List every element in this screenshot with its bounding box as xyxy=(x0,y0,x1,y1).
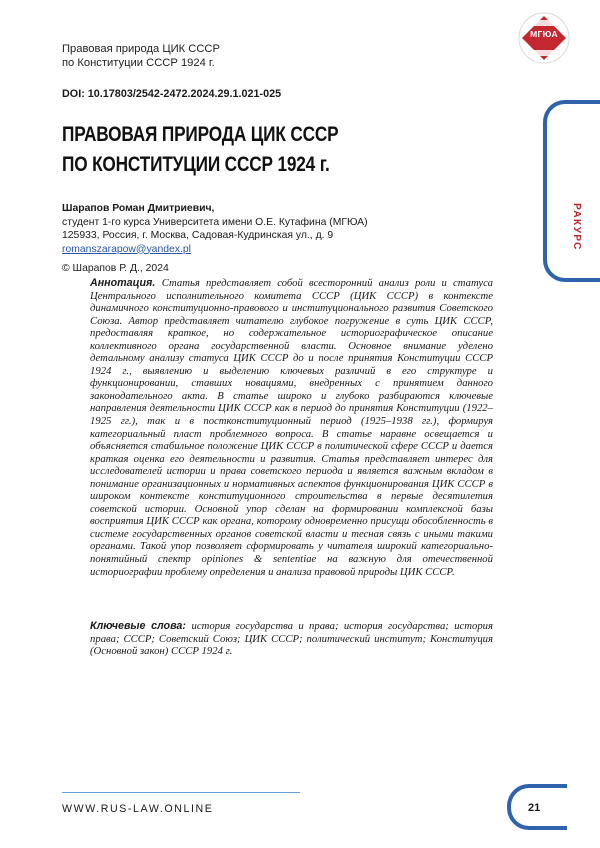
doi: DOI: 10.17803/2542-2472.2024.29.1.021-025 xyxy=(62,88,281,100)
author-block xyxy=(62,202,368,256)
copyright: © Шарапов Р. Д., 2024 xyxy=(62,263,169,274)
keywords-label: Ключевые слова: xyxy=(90,620,192,632)
abstract-text: Статья представляет собой всесторонний анализ роли и статуса Центрального исполнительного комитета СССР (ЦИК СССР) в контексте динамичного конституционно-правового и институционального развития Советского Союза. Автор представляет читателю глубокое погружение в суть ЦИК СССР, предоставляя краткое, но содержательное историографическое описание коллективного органа государственной власти. Основное внимание уделено детальному анализу статуса ЦИК СССР до и после принятия Конституции СССР 1924 г., выявлению и выделению ключевых различий в его структуре и функционировании, ставших новациями, внедренных с принятием данного законодательного акта. В статье широко и глубоко разбираются ключевые направления деятельности ЦИК СССР как в период до принятия Конституции (1922–1925 гг.), так и в постконституционный период (1925–1938 гг.), формируя категориальный пласт проблемного вопроса. В статье наравне освещается и объясняется стабильное положение ЦИК СССР в политической сфере СССР и дается краткая оценка его деятельности и развития. Статья представляет интерес для исследователей истории и права советского периода и является важным вкладом в понимание организационных и нормативных аспектов функционирования ЦИК СССР в широком контексте конституционного строительства в первые десятилетия советской истории. Основной упор сделан на формировании комплексной базы восприятия ЦИК СССР как органа, которому одновременно присущи обособленность в системе государственных органов советской власти и тесная связь с иными такими органами. Такой упор позволяет сформировать у читателя широкий категориально-понятийный спектр opiniones & sententiae на важную для отечественной историографии проблему определения и анализа правовой природы ЦИК СССР. xyxy=(90,277,493,578)
running-head xyxy=(62,42,220,70)
title-line-1: ПРАВОВАЯ ПРИРОДА ЦИК СССР xyxy=(62,120,423,150)
abstract xyxy=(90,277,493,578)
keywords-text: история государства и права; история государства; история права; СССР; Советский Союз; ЦИК СССР; политический институт; Конституция (Основной закон) СССР 1924 г. xyxy=(90,620,493,657)
title-line-2: ПО КОНСТИТУЦИИ СССР 1924 г. xyxy=(62,150,423,180)
author-email-link[interactable]: romanszarapow@yandex.pl xyxy=(62,243,368,257)
university-logo xyxy=(518,12,570,64)
author-address: 125933, Россия, г. Москва, Садовая-Кудринская ул., д. 9 xyxy=(62,229,368,243)
running-head-line-2: по Конституции СССР 1924 г. xyxy=(62,56,220,70)
footer-url-link[interactable]: WWW.RUS-LAW.ONLINE xyxy=(62,803,213,815)
logo-text: МГЮА xyxy=(518,29,570,39)
section-label: РАКУРС xyxy=(568,192,584,262)
author-name: Шарапов Роман Дмитриевич, xyxy=(62,202,368,216)
author-position: студент 1-го курса Университета имени О.Е. Кутафина (МГЮА) xyxy=(62,216,368,230)
abstract-label: Аннотация. xyxy=(90,277,162,289)
keywords xyxy=(90,620,493,658)
footer-divider xyxy=(62,792,300,793)
article-title xyxy=(62,120,423,180)
page-number: 21 xyxy=(528,802,540,814)
running-head-line-1: Правовая природа ЦИК СССР xyxy=(62,42,220,56)
